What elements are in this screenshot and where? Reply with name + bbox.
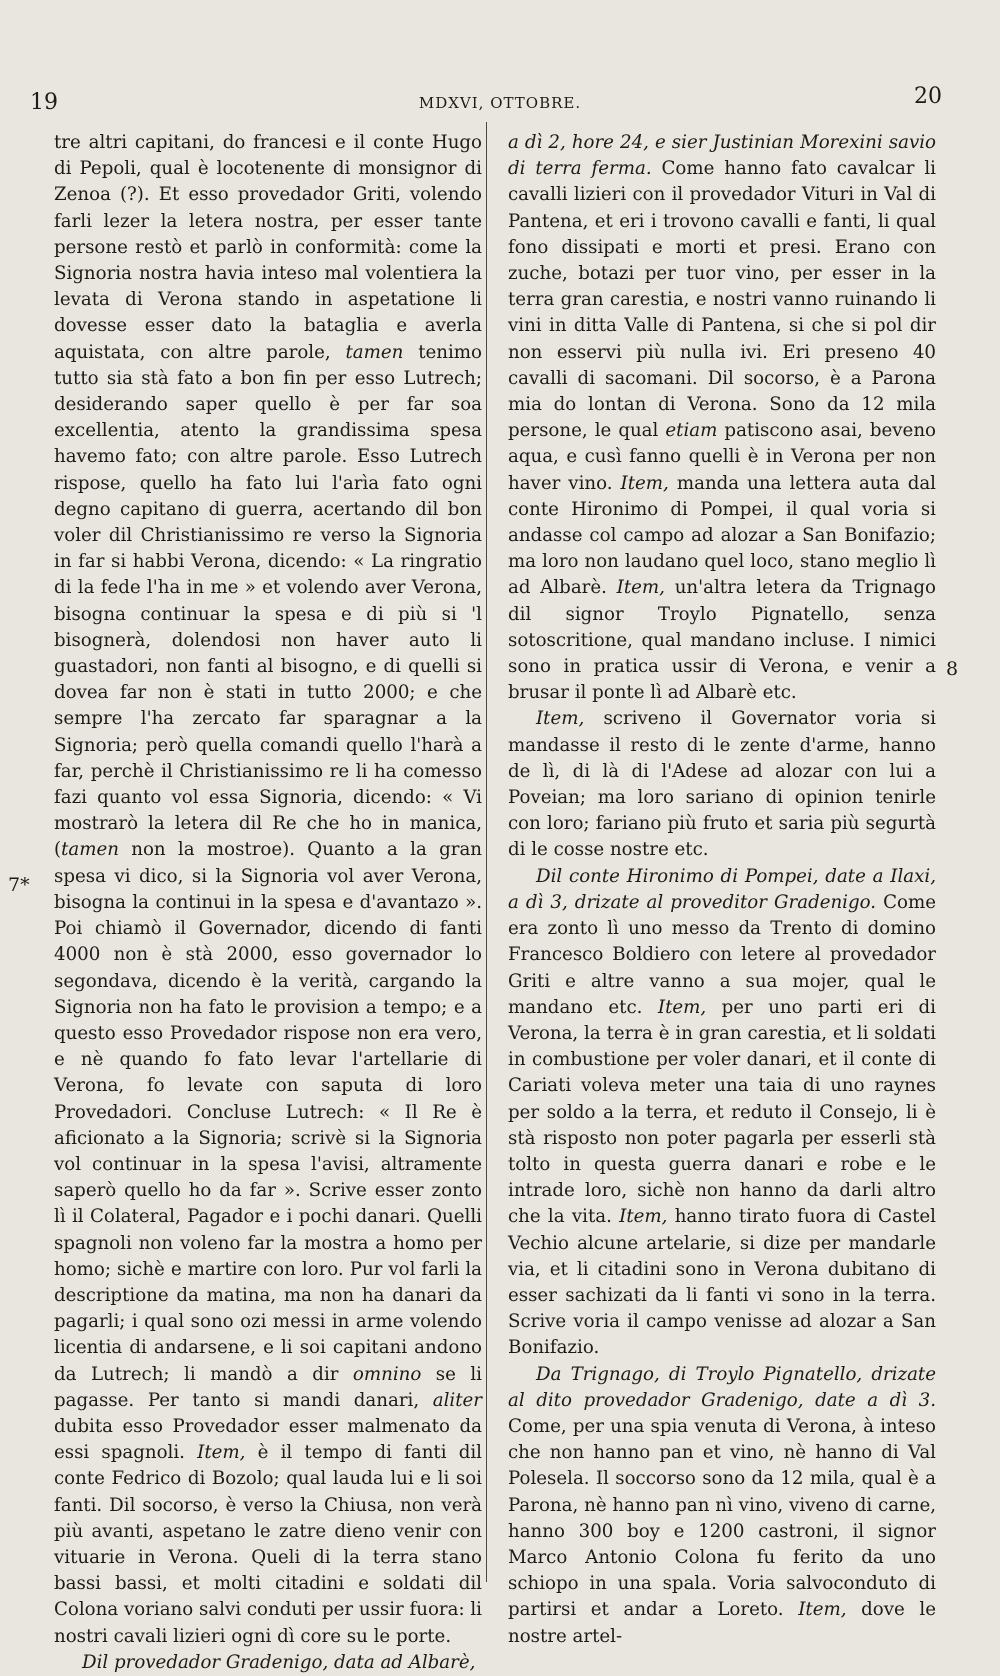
margin-note-left: 7* (8, 874, 30, 896)
paragraph (54, 130, 482, 1650)
paragraph (54, 1650, 482, 1676)
margin-note-right: 8 (946, 658, 959, 680)
page-number-left: 19 (30, 90, 58, 115)
italic-run: a dì 2, hore 24, e sier Justinian Morexini savio di terra ferma. (508, 132, 936, 180)
text-run: patiscono asai, beveno aqua, e cusì fanno quelli è in Verona per non haver vino. (508, 420, 936, 494)
italic-run: Item, (798, 1599, 847, 1621)
text-run: scriveno il Governator voria si mandasse il resto di le zente d'arme, hanno de lì, di là di l'Adese ad alozar con lui a Poveian; ma loro sariano di opinion tenirle con loro; fariano più fruto et saria più segurtà di le cosse nostre etc. (508, 708, 936, 861)
running-title: MDXVI, OTTOBRE. (418, 94, 582, 112)
text-run: manda una lettera auta dal conte Hironimo di Pompei, il qual voria si andasse col campo ad alozar a San Bonifazio; ma loro non laudano quel loco, stano meglio lì ad Albarè. (508, 472, 936, 599)
italic-run: Item, (616, 577, 665, 599)
text-run: per uno parti eri di Verona, la terra è in gran carestia, et li soldati in combustione per voler danari, et il conte di Cariati voleva meter una taia di uno raynes per soldo a la terra, et reduto il Consejo, li è stà risposto non poter pagarla per esserli stà tolto in questa guerra danari e robe e le intrade loro, sichè non hanno da darli altro che la vita. (508, 996, 936, 1228)
text-run: è il tempo di fanti dil conte Fedrico di Bozolo; qual lauda lui e li soi fanti. Dil socorso, è verso la Chiusa, non verà più avanti, aspetano le zatre dieno venir con vituarie in Verona. Queli di la terra stano bassi bassi, et molti citadini e soldati dil Colona voriano salvi conduti per ussir fuora: li nostri cavali lizieri ogni dì core su le porte. (54, 1442, 483, 1647)
italic-run: Dil provedador Gradenigo, data ad Albarè, (82, 1651, 476, 1673)
text-run: Come era zonto lì uno messo da Trento di domino Francesco Boldiero con letere al provedador Griti e altre vanno a sua mojer, qual le mandano etc. (508, 891, 936, 1018)
text-run: Come hanno fato cavalcar li cavalli lizieri con il provedador Vituri in Val di Pantena, et eri i trovono cavalli e fanti, li qual fono dissipati e morti et presi. Erano con zuche, botazi per tuor vino, per esser in la terra gran carestia, e nostri vanno ruinando li vini in ditta Valle di Pantena, si che si pol dir non esservi più nulla ivi. Eri preseno 40 cavalli di sacomani. Dil socorso, è a Parona mia do lontan di Verona. Sono da 12 mila persone, le qual (508, 158, 937, 442)
column-divider (486, 122, 487, 1582)
italic-run: Item, (197, 1442, 246, 1464)
italic-run: tamen (345, 341, 404, 363)
italic-run: Item, (536, 708, 585, 730)
italic-run: Da Trignago, di Troylo Pignatello, drizate al dito provedador Gradenigo, date a dì 3. (508, 1363, 936, 1411)
italic-run: Item, (657, 996, 707, 1018)
italic-run: omnino (352, 1363, 422, 1385)
text-run: tenimo tutto sia stà fato a bon fin per esso Lutrech; desiderando saper quello è per far soa excellentia, atento la grandissima spesa havemo fato; con altre parole. Esso Lutrech rispose, quello ha fato lui l'arìa fato ogni degno capitano di guerra, acertando dil bon voler dil Christianissimo re verso la Signoria in far si habbi Verona, dicendo: « La ringratio di la fede l'ha in me » et volendo aver Verona, bisogna continuar la spesa e di più si 'l bisognerà, dolendosi non haver auto li guastadori, non fanti al bisogno, e di quelli si dovea far non è stati in tutto 2000; e che sempre l'ha zercato far sparagnar a la Signoria; però quella comandi quello l'harà a far, perchè il Christianissimo re li ha comesso fazi quanto vol essa Signoria, dicendo: « Vi mostrarò la letera dil Re che ho in manica, ( (54, 341, 482, 861)
text-run: Come, per una spia venuta di Verona, à inteso che non hanno pan et vino, nè hanno di Val Polesela. Il soccorso sono da 12 mila, qual è a Parona, nè hanno pan nì vino, viveno di carne, hanno 300 boy e 1200 castroni, il signor Marco Antonio Colona fu ferito da uno schiopo in una spala. Voria salvoconduto di partirsi et andar a Loreto. (508, 1415, 936, 1621)
italic-run: tamen (61, 839, 119, 861)
left-column-text (54, 130, 482, 1676)
italic-run: Item, (619, 1206, 668, 1228)
text-run: se li pagasse. Per tanto si mandi danari, (54, 1363, 482, 1411)
paragraph (508, 864, 936, 1362)
paragraph (508, 706, 936, 863)
italic-run: Dil conte Hironimo di Pompei, date a Ilaxi, a dì 3, drizate al proveditor Gradenigo. (508, 865, 936, 913)
right-column-text (508, 130, 936, 1650)
text-run: dubita esso Provedador esser malmenato da essi spagnoli. (54, 1415, 482, 1464)
running-header (0, 84, 1000, 124)
page-number-right: 20 (914, 84, 942, 109)
text-run: tre altri capitani, do francesi e il conte Hugo di Pepoli, qual è locotenente di monsignor di Zenoa (?). Et esso provedador Griti, volendo farli lezer la letera nostra, per esser tante persone restò et parlò in conformità: come la Signoria nostra havia inteso mal volentiera la levata di Verona stando in aspetatione li dovesse esser dato la bataglia e averla aquistata, con altre parole, (54, 132, 482, 363)
text-run: dove le nostre artel- (508, 1599, 936, 1647)
text-run: un'altra letera da Trignago dil signor Troylo Pignatello, senza sotoscritione, qual mandano incluse. I nimici sono in pratica ussir di Verona, e venir a brusar il ponte lì ad Albarè etc. (508, 577, 936, 704)
text-run: hanno tirato fuora di Castel Vechio alcune artelarie, si dize per mandarle via, et li citadini sono in Verona dubitano di esser sachizati da li fanti vi sono in la terra. Scrive voria il campo venisse ad alozar a San Bonifazio. (508, 1206, 936, 1359)
italic-run: Item, (620, 472, 669, 494)
paragraph (508, 130, 936, 706)
paragraph (508, 1362, 936, 1650)
italic-run: aliter (432, 1389, 482, 1411)
italic-run: etiam (665, 420, 718, 442)
text-run: non la mostroe). Quanto a la gran spesa vi dico, si la Signoria vol aver Verona, bisogna la continui in la spesa e d'avantazo ». Poi chiamò il Governador, dicendo di fanti 4000 non è stà 2000, esso governador lo segondava, dicendo è la verità, cargando la Signoria non ha fato le provision a tempo; e a questo esso Provedador rispose non era vero, e nè quando fo fato levar l'artellarie di Verona, fo levate con saputa di loro Provedadori. Concluse Lutrech: « Il Re è aficionato a la Signoria; scrivè si la Signoria vol continuar in la spesa l'avisi, altramente saperò quello ho da far ». Scrive esser zonto lì il Colateral, Pagador e i pochi danari. Quelli spagnoli non voleno far la mostra a homo per homo; sichè e martire con loro. Pur vol farli la descriptione da matina, ma non ha danari da pagarli; i qual sono ozi messi in arme volendo licentia di andarsene, e li soi capitani andono da Lutrech; li mandò a dir (54, 839, 482, 1385)
